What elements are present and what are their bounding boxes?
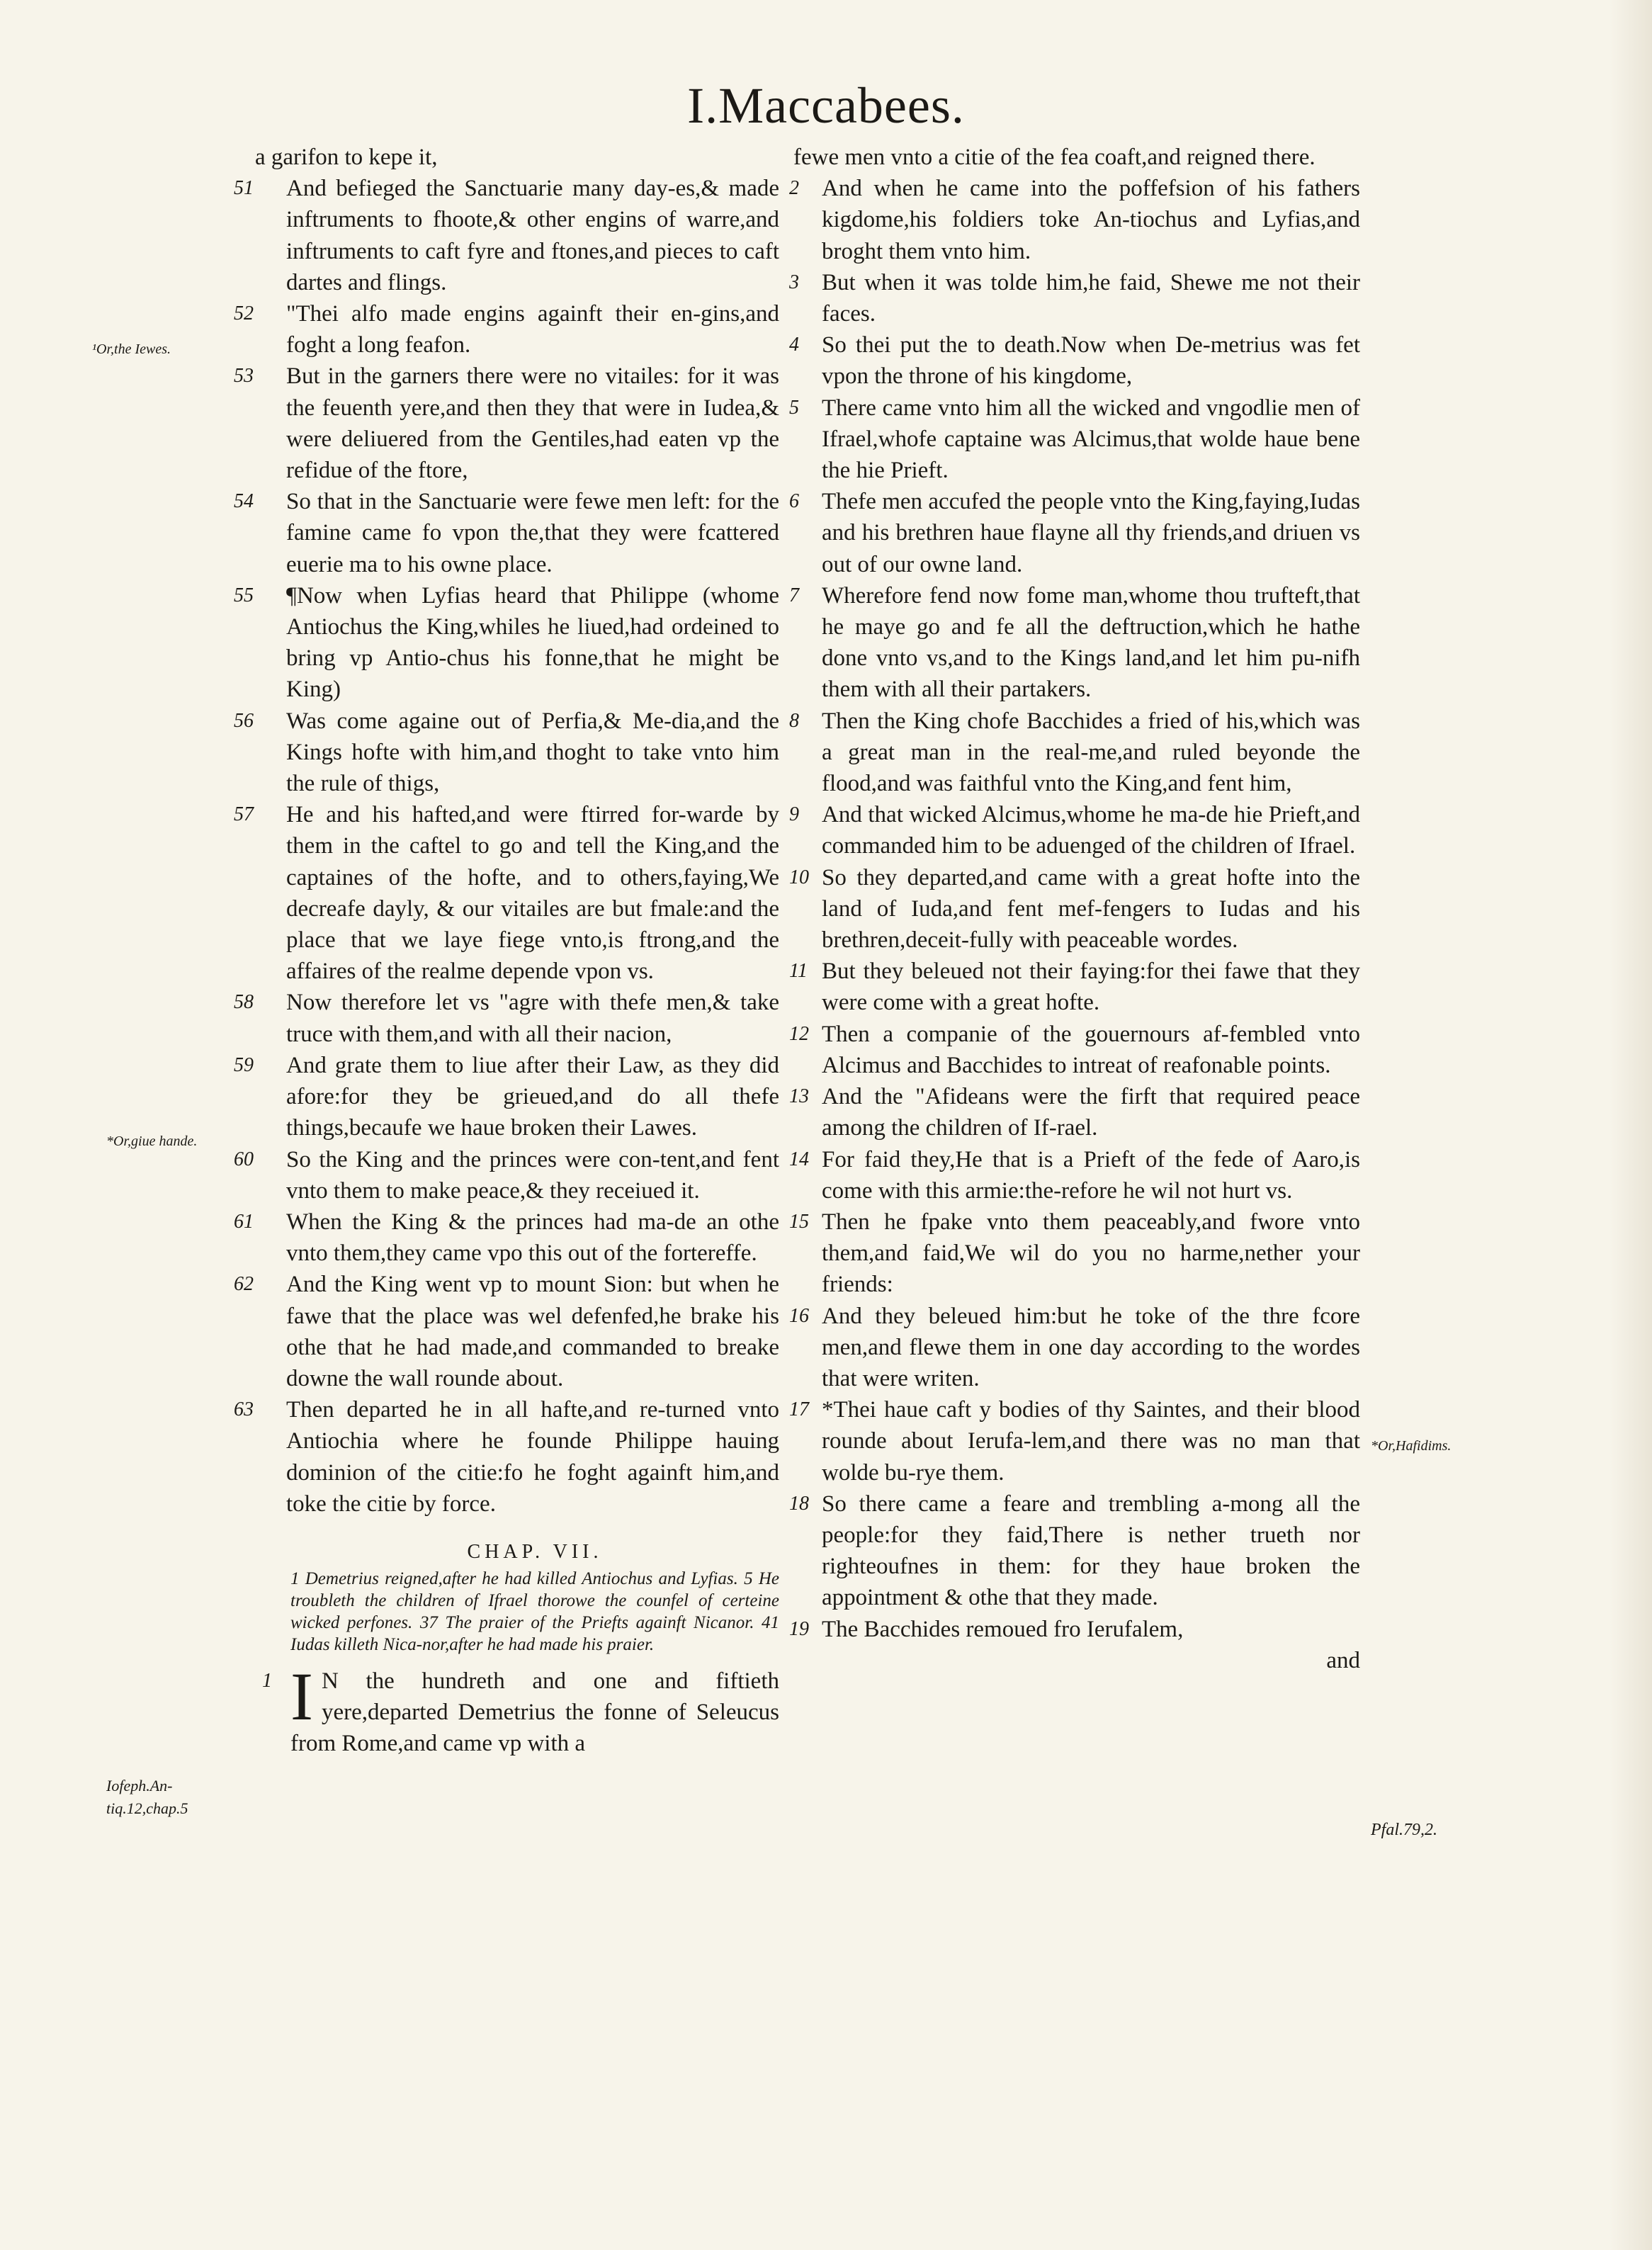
verse-text: Now therefore let vs "agre with thefe men,& take truce with them,and with all their nacion, [286,990,779,1047]
verse-text: And the "Afideans were the firft that required peace among the children of If-rael. [822,1084,1360,1141]
margin-note: *Or,giue hande. [106,1134,198,1149]
verse-text: For faid they,He that is a Prieft of the fede of Aaro,is come with this armie:the-refore he wil not hurt vs. [822,1146,1360,1204]
verse-number: 54 [234,490,254,513]
verse-text: So there came a feare and trembling a-mong all the people:for they faid,There is nether trueth nor righteoufnes in them: for they haue broken the appointment & othe that they made. [822,1491,1360,1611]
verse [789,486,1360,580]
verse-text: But when it was tolde him,he faid, Shewe me not their faces. [822,269,1360,327]
verse-number: 56 [234,709,254,732]
verse [789,1488,1360,1614]
verse [789,706,1360,800]
verse [234,580,779,706]
verse [789,329,1360,392]
verse-text: *Thei haue caft y bodies of thy Saintes, and their blood rounde about Ierufa-lem,and there was no man that wolde bu-rye them. [822,1397,1360,1486]
verse-number: 8 [789,709,799,732]
verse-number: 58 [234,991,254,1014]
verse-text: And that wicked Alcimus,whome he ma-de hie Prieft,and commanded him to be aduenged of the children of Ifrael. [822,802,1360,859]
verse-text: And befieged the Sanctuarie many day-es,& made inftruments to fhoote,& other engins of warre,and inftruments to caft fyre and ftones,and pieces to caft dartes and flings. [286,176,779,295]
verse [789,799,1360,861]
verse-text: So the King and the princes were con-tent,and fent vnto them to make peace,& they receiued it. [286,1146,779,1204]
verse-text: And when he came into the poffefsion of his fathers kigdome,his foldiers toke An-tiochus and Lyfias,and broght them vnto him. [822,176,1360,264]
verse [234,1050,779,1144]
verse-text: Then a companie of the gouernours af-fembled vnto Alcimus and Bacchides to intreat of reafonable points. [822,1021,1360,1078]
running-head: I.Maccabees. [687,77,965,134]
verse [234,1658,779,1760]
verse-number: 61 [234,1210,254,1233]
verse-text: Then he fpake vnto them peaceably,and fwore vnto them,and faid,We wil do you no harme,nether your friends: [822,1209,1360,1298]
verse [789,1614,1360,1645]
drop-cap: I [290,1658,313,1734]
verse-number: 2 [789,177,799,200]
verse-number: 11 [789,960,808,983]
verse [234,1206,779,1269]
verse [793,1645,1360,1676]
chapter-summary: 1 Demetrius reigned,after he had killed Antiochus and Lyfias. 5 He troubleth the children of Ifrael thorowe the counfel of certeine wicked perfones. 37 The praier of the Priefts againft Nicanor. 41 Iudas killeth Nica-nor,after he had made his praier. [290,1568,779,1654]
verse-number: 12 [789,1022,809,1045]
verse-number: 19 [789,1617,809,1640]
verse-text: The Bacchides remoued fro Ierufalem, [822,1616,1184,1642]
verse-number: 13 [789,1085,809,1108]
verse-number: 59 [234,1053,254,1076]
verse-number: 51 [234,177,254,200]
verse [789,392,1360,487]
margin-note: Iofeph.An-tiq.12,chap.5 [106,1777,188,1817]
verse [234,1269,779,1394]
verse-number: 10 [789,866,809,888]
verse [793,142,1360,173]
verse-text: So they departed,and came with a great hofte into the land of Iuda,and fent mef-fengers to Iudas and his brethren,deceit-fully with peaceable wordes. [822,864,1360,954]
verse-text: fewe men vnto a citie of the fea coaft,and reigned there. [793,145,1316,170]
verse-text: Thefe men accufed the people vnto the King,faying,Iudas and his brethren haue flayne all thy friends,and driuen vs out of our owne land. [822,489,1360,577]
verse-number: 16 [789,1304,809,1327]
verse-text: So that in the Sanctuarie were fewe men left: for the famine came fo vpon the,that they were fcattered euerie ma to his owne place. [286,489,779,577]
catchword: and [1326,1647,1360,1673]
margin-note: Pfal.79,2. [1371,1821,1437,1839]
chapter-heading: CHAP. VII. [467,1540,603,1563]
verse-number: 5 [789,396,799,419]
verse [234,1144,779,1206]
verse [234,1394,779,1520]
verse-number: 3 [789,271,799,293]
verse-text: And grate them to liue after their Law, as they did afore:for they be grieued,and do all thefe things,becaufe we haue broken their Lawes. [286,1052,779,1141]
verse-text: And they beleued him:but he toke of the thre fcore men,and flewe them in one day according to the wordes that were writen. [822,1303,1360,1391]
verse-number: 15 [789,1210,809,1233]
right-column [789,142,1360,1676]
verse-text: When the King & the princes had ma-de an othe vnto them,they came vpo this out of the fortereffe. [286,1209,779,1267]
verse-number: 63 [234,1398,254,1421]
verse [789,956,1360,1018]
verse [234,142,779,173]
verse [789,173,1360,267]
left-column [234,142,779,1760]
verse-number: 57 [234,803,254,826]
verse-number: 6 [789,490,799,513]
verse-text: But they beleued not their faying:for thei fawe that they were come with a great hofte. [822,959,1360,1016]
margin-note: ¹Or,the Iewes. [92,341,171,357]
verse [789,1301,1360,1395]
verse-number: 62 [234,1273,254,1296]
verse-number: 7 [789,584,799,606]
verse [234,298,779,361]
verse-text: So thei put the to death.Now when De-metrius was fet vpon the throne of his kingdome, [822,332,1360,390]
verse [789,862,1360,956]
verse-number: 4 [789,334,799,356]
verse-number: 60 [234,1148,254,1170]
verse-text: There came vnto him all the wicked and vngodlie men of Ifrael,whofe captaine was Alcimus,that wolde haue bene the hie Prieft. [822,395,1360,484]
verse-number: 17 [789,1398,809,1421]
verse-text: Was come againe out of Perfia,& Me-dia,and the Kings hofte with him,and thoght to take vnto him the rule of thigs, [286,708,779,797]
verse [234,486,779,580]
verse [234,173,779,298]
verse [234,799,779,987]
verse [789,1394,1360,1488]
verse [789,1144,1360,1206]
verse [789,1081,1360,1143]
page-edge [1609,0,1652,2250]
verse-number: 53 [234,365,254,388]
verse-text: And the King went vp to mount Sion: but when he fawe that the place was wel defenfed,he brake his othe that he had made,and commanded to breake downe the wall rounde about. [286,1272,779,1391]
verse-text: But in the garners there were no vitailes: for it was the feuenth yere,and then they that were in Iudea,& were deliuered from the Gentiles,had eaten vp the refidue of the ftore, [286,363,779,484]
verse-body: N the hundreth and one and fiftieth yere,departed Demetrius the fonne of Seleucus from Rome,and came vp with a [290,1668,779,1757]
verse-text: Then departed he in all hafte,and re-turned vnto Antiochia where he founde Philippe hauing dominion of the citie:fo he foght againft him,and toke the citie by force. [286,1397,779,1517]
verse [789,1019,1360,1081]
verse-text [234,1658,779,1760]
verse-text: "Thei alfo made engins againft their en-gins,and foght a long feafon. [286,301,779,358]
verse [789,1206,1360,1301]
verse [789,267,1360,329]
margin-note: *Or,Hafidims. [1371,1438,1452,1454]
verse-text: Wherefore fend now fome man,whome thou trufteft,that he maye go and fe all the deftruction,which he hathe done vnto vs,and to the Kings land,and let him pu-nifh them with all their partakers. [822,582,1360,703]
verse-number: 14 [789,1148,809,1170]
verse-number: 52 [234,303,254,325]
verse-text: Then the King chofe Bacchides a fried of his,which was a great man in the real-me,and ruled beyonde the flood,and was faithful vnto the King,and fent him, [822,708,1360,797]
verse [234,987,779,1049]
verse-number: 18 [789,1492,809,1515]
verse [234,706,779,800]
verse-number: 1 [262,1669,272,1692]
verse-text: a garifon to kepe it, [255,145,438,170]
verse-text: ¶Now when Lyfias heard that Philippe (whome Antiochus the King,whiles he liued,had ordeined to bring vp Antio-chus his fonne,that he might be King) [286,582,779,703]
verse-text: He and his hafted,and were ftirred for-warde by them in the caftel to go and tell the King,and the captaines of the hofte, and to others,faying,We decreafe dayly, & our vitailes are but fmale:and the place that we laye fiege vnto,is ftrong,and the affaires of the realme depende vpon vs. [286,802,779,985]
verse [789,580,1360,706]
verse-number: 9 [789,803,799,826]
verse-number: 55 [234,584,254,606]
verse [234,361,779,486]
